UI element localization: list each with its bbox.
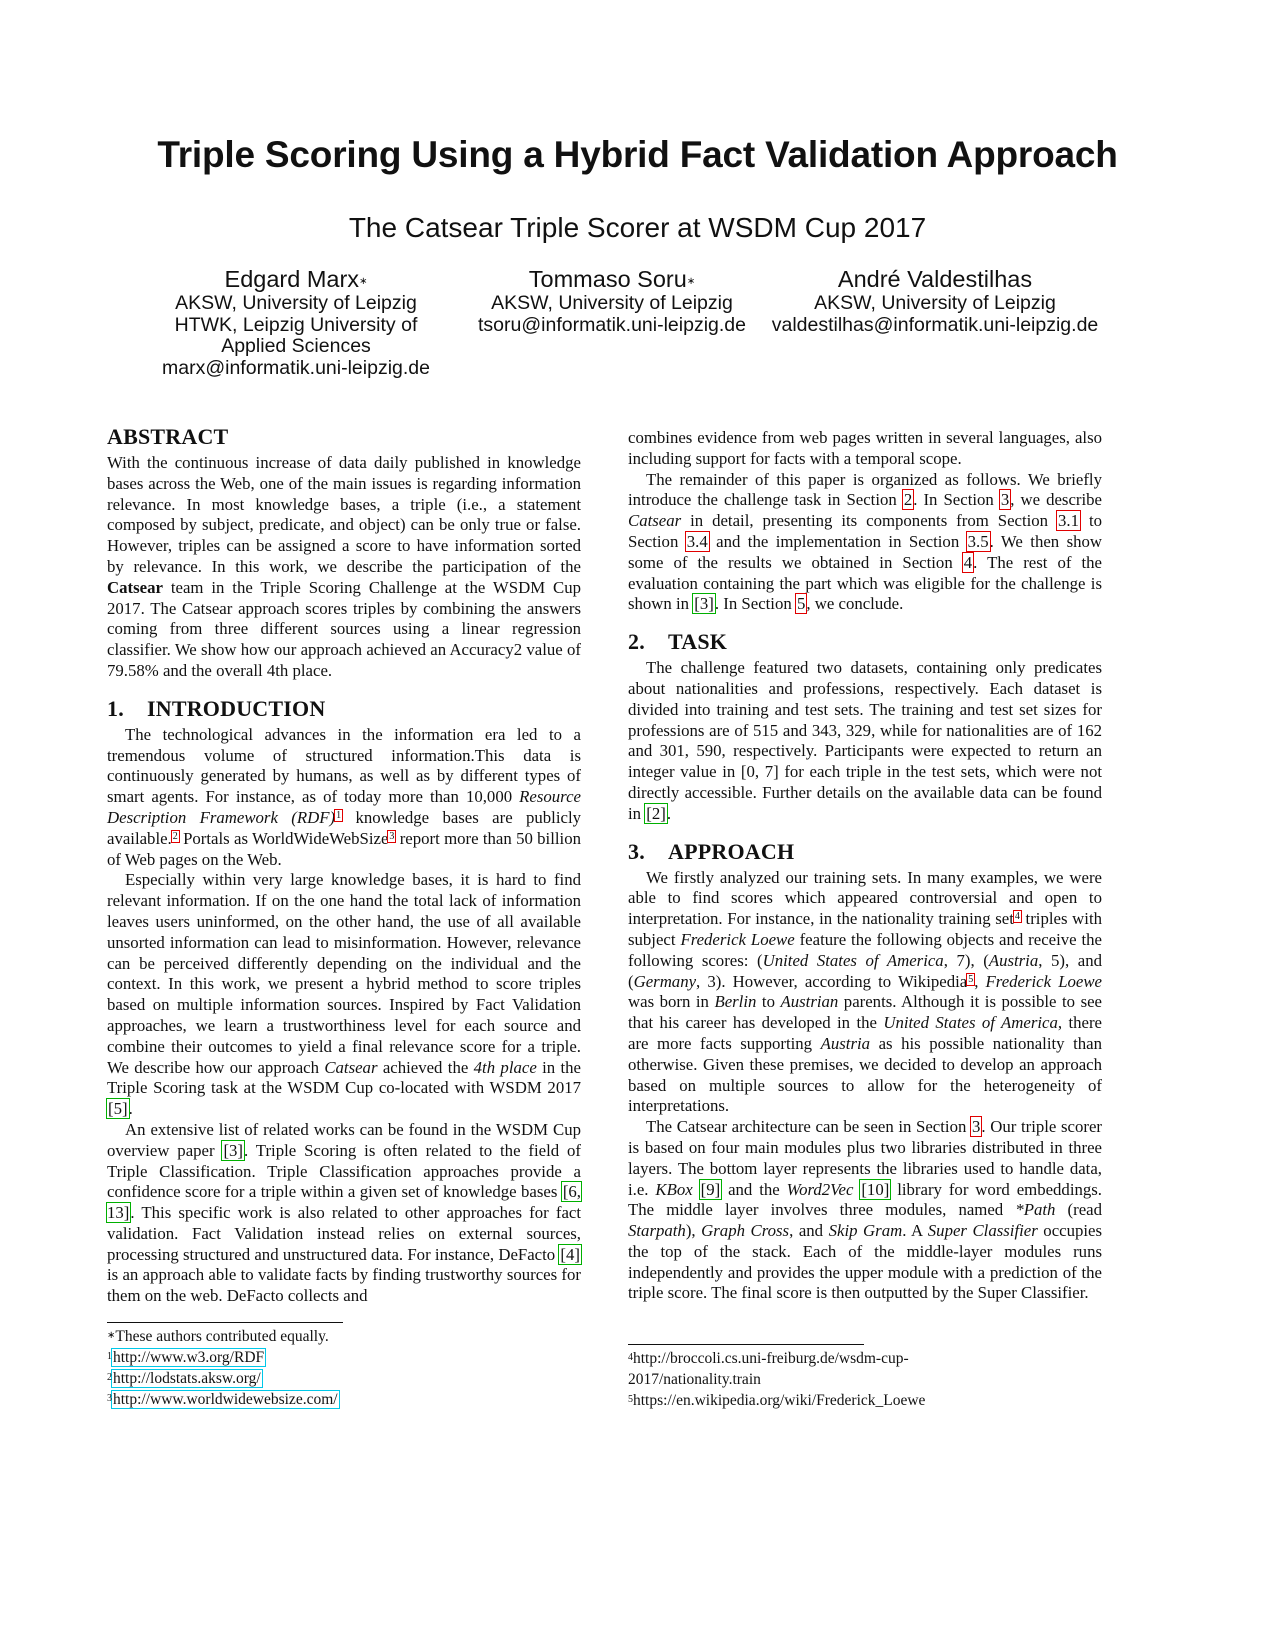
author-block [770, 266, 1100, 336]
left-footnotes [107, 1322, 581, 1410]
right-column [628, 428, 1102, 1304]
section-link[interactable]: 3 [1000, 490, 1010, 510]
approach-paragraph: We firstly analyzed our training sets. In many examples, we were able to find scores which appeared controversial and open to interpretation. For instance, in the nationality training set$^4$ triples with subject Frederick Loewe feature the following objects and receive the following scores: (United States of America, 7), (Austria, 5), and (Germany, 3). However, according to Wikipedia$^5$, Frederick Loewe was born in Berlin to Austrian parents. Although it is possible to see that his career has developed in the United States of America, there are more facts supporting Austria as his possible nationality than otherwise. Given these premises, we decided to develop an approach based on multiple sources to allow for the heterogeneity of interpretations. [628, 867, 1103, 1116]
section-heading-approach: 3. APPROACH [628, 838, 795, 864]
footnote-rule [628, 1344, 864, 1345]
section-link[interactable]: 4 [963, 552, 973, 572]
task-paragraph: The challenge featured two datasets, containing only predicates about nationalities and professions, respectively. Each dataset is divided into training and test sets. The training and test set sizes for professions are of 515 and 343, 329, while for nationalities are of 162 and 301, 590, respectively. Participants were expected to return an integer value in [0, 7] for each triple in the test sets, which were not directly accessible. Further details on the available data can be found in [2]. [628, 658, 1102, 823]
footnote: $^4$http://broccoli.cs.uni-freiburg.de/wsdm-cup-2017/nationality.train [628, 1350, 909, 1388]
section-link[interactable]: 3.4 [686, 531, 708, 551]
footnote-url-link[interactable]: http://lodstats.aksw.org/ [113, 1370, 261, 1387]
approach-paragraph: The Catsear architecture can be seen in Section 3. Our triple scorer is based on four main modules plus two libraries distributed in three layers. The bottom layer represents the libraries used to handle data, i.e. KBox [9] and the Word2Vec [10] library for word embeddings. The middle layer involves three modules, named *Path (read Starpath), Graph Cross, and Skip Gram. A Super Classifier occupies the top of the stack. Each of the middle-layer modules runs independently and provides the upper module with a prediction of the triple score. The final score is then outputted by the Super Classifier. [628, 1117, 1103, 1303]
section-link[interactable]: 5 [796, 594, 806, 614]
footnote-link[interactable]: 4 [1014, 911, 1020, 923]
equal-contribution-mark: ∗ [359, 276, 368, 287]
author-block [156, 266, 436, 379]
citation-link[interactable]: [9] [700, 1179, 721, 1199]
footnote: $^1$http://www.w3.org/RDF [107, 1349, 265, 1366]
author-name: Tommaso Soru∗ [528, 266, 696, 292]
left-column [107, 424, 581, 1307]
intro-continuation: combines evidence from web pages written in several languages, also including support for facts with a temporal scope. [628, 428, 1102, 468]
section-link[interactable]: 2 [903, 490, 913, 510]
intro-paragraph: The technological advances in the information era led to a tremendous volume of structured information.This data is continuously generated by humans, as well as by different types of smart agents. For instance, as of today more than 10,000 Resource Description Framework (RDF)$^1$ knowledge bases are publicly available.$^2$ Portals as WorldWideWebSize$^3$ report more than 50 billion of Web pages on the Web. [107, 724, 581, 869]
footnote-url-link[interactable]: http://www.worldwidewebsize.com/ [113, 1391, 338, 1408]
section-heading-introduction: 1. INTRODUCTION [107, 695, 326, 721]
footnote: ∗These authors contributed equally. [107, 1328, 329, 1345]
footnote: $^3$http://www.worldwidewebsize.com/ [107, 1391, 338, 1408]
footnote-link[interactable]: 1 [336, 809, 342, 821]
footnote-url-link[interactable]: http://www.w3.org/RDF [113, 1349, 265, 1366]
accuracy-value: 79.58% [107, 660, 159, 680]
paper-title: Triple Scoring Using a Hybrid Fact Validation Approach [157, 134, 1118, 175]
paper-subtitle: The Catsear Triple Scorer at WSDM Cup 2017 [348, 212, 927, 243]
author-email: marx@informatik.uni-leipzig.de [162, 356, 430, 379]
equal-contribution-mark: ∗ [686, 276, 696, 287]
citation-link[interactable]: [6, 13] [107, 1182, 581, 1223]
citation-link[interactable]: [2] [646, 803, 666, 823]
abstract-text: With the continuous increase of data daily published in knowledge bases across the Web, one of the main issues is regarding information relevance. In most knowledge bases, a triple (i.e., a statement composed by subject, predicate, and object) can be only true or false. However, triples can be assigned a score to have information sorted by relevance. In this work, we describe the participation of the Catsear team in the Triple Scoring Challenge at the WSDM Cup 2017. The Catsear approach scores triples by combining the answers coming from three different sources using a linear regression classifier. We show how our approach achieved an Accuracy2 value of 79.58% and the overall 4th place. [107, 453, 581, 680]
author-email: valdestilhas@informatik.uni-leipzig.de [771, 313, 1099, 336]
author-affiliation: AKSW, University of Leipzig [814, 292, 1056, 314]
citation-link[interactable]: [3] [694, 594, 714, 614]
author-affiliation: HTWK, Leipzig University of [174, 313, 418, 336]
citation-link[interactable]: [5] [108, 1099, 128, 1119]
abstract-heading: ABSTRACT [107, 424, 229, 449]
footnote-rule [107, 1322, 343, 1323]
author-block [462, 266, 762, 336]
footnote-link[interactable]: 3 [389, 830, 395, 842]
right-footnotes [628, 1344, 1102, 1411]
author-affiliation: AKSW, University of Leipzig [491, 292, 733, 314]
author-email: tsoru@informatik.uni-leipzig.de [478, 313, 746, 336]
author-name: Edgard Marx∗ [224, 266, 368, 292]
intro-paragraph: An extensive list of related works can be found in the WSDM Cup overview paper [3]. Triple Scoring is often related to the field of Triple Classification. Triple Classification approaches provide a confidence score for a triple within a given set of knowledge bases [6, 13]. This specific work is also related to other approaches for fact validation. Fact Validation instead relies on external sources, processing structured and unstructured data. For instance, DeFacto [4] is an approach able to validate facts by finding trustworthy sources for them on the web. DeFacto collects and [107, 1119, 581, 1306]
intro-paragraph: The remainder of this paper is organized as follows. We briefly introduce the challenge task in Section 2. In Section 3, we describe Catsear in detail, presenting its components from Section 3.1 to Section 3.4 and the implementation in Section 3.5. We then show some of the results we obtained in Section 4. The rest of the evaluation containing the part which was eligible for the challenge is shown in [3]. In Section 5, we conclude. [628, 469, 1103, 614]
team-name: Catsear [107, 577, 163, 597]
section-link[interactable]: 3.5 [967, 531, 989, 551]
author-affiliation: AKSW, University of Leipzig [175, 292, 417, 314]
footnote-link[interactable]: 2 [172, 830, 178, 842]
section-heading-task: 2. TASK [628, 629, 728, 655]
footnote-link[interactable]: 5 [968, 973, 974, 985]
author-name: André Valdestilhas [837, 266, 1033, 292]
citation-link[interactable]: [3] [223, 1140, 244, 1160]
section-link[interactable]: 3 [972, 1117, 981, 1137]
author-affiliation: Applied Sciences [221, 335, 371, 357]
intro-paragraph: Especially within very large knowledge bases, it is hard to find relevant information. If on the one hand the total lack of information leaves users uninformed, on the other hand, the use of all available unsorted information can lead to misinformation. However, relevance can be perceived differently depending on the individual and the context. In this work, we present a hybrid method to score triples based on multiple information sources. Inspired by Fact Validation approaches, we learn a trustworthiness level for each source and combine their outcomes to yield a final relevance score for a triple. We describe how our approach Catsear achieved the 4th place in the Triple Scoring task at the WSDM Cup co-located with WSDM 2017 [5]. [107, 870, 582, 1119]
citation-link[interactable]: [10] [861, 1179, 890, 1199]
citation-link[interactable]: [4] [560, 1244, 580, 1264]
section-link[interactable]: 3.1 [1058, 511, 1079, 531]
footnote: $^5$https://en.wikipedia.org/wiki/Frederick_Loewe [628, 1392, 926, 1409]
footnote: $^2$http://lodstats.aksw.org/ [107, 1370, 261, 1387]
